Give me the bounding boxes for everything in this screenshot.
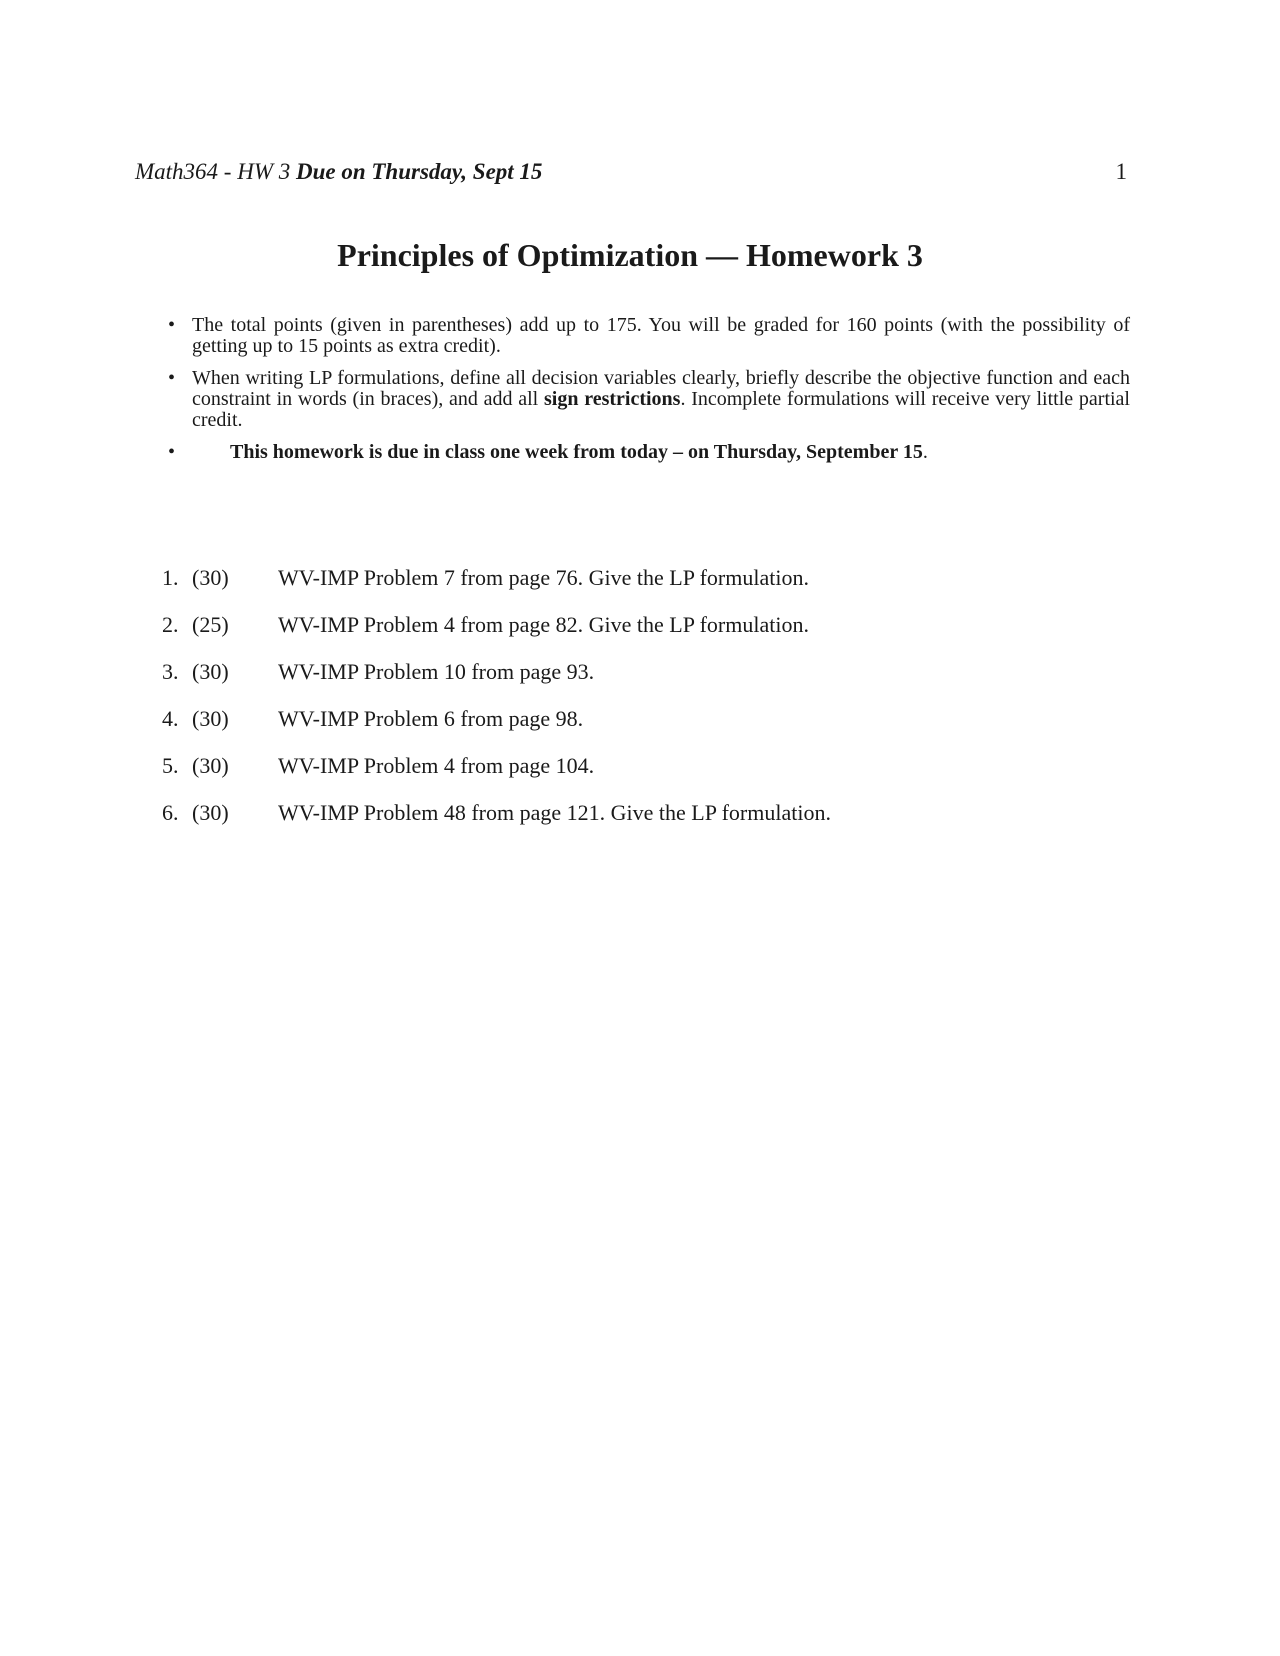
problem-description: WV-IMP Problem 6 from page 98.	[278, 706, 584, 731]
instruction-text-part: . Incomplete formulations will receive very little partial credit.	[192, 388, 1130, 431]
due-notice	[192, 442, 928, 463]
problem-points: (30)	[192, 753, 229, 778]
problem-number: 2.	[162, 612, 179, 637]
problem-points: (25)	[192, 612, 229, 637]
problem-description: WV-IMP Problem 4 from page 104.	[278, 753, 595, 778]
instruction-text	[192, 367, 1130, 431]
bullet-icon: •	[168, 367, 176, 389]
instruction-item	[168, 315, 1130, 357]
page-title: Principles of Optimization — Homework 3	[337, 237, 923, 273]
due-notice-bold: This homework is due in class one week from today – on Thursday, September 15	[230, 441, 923, 463]
due-label: Due on Thursday, Sept 15	[295, 159, 543, 184]
problem-number: 6.	[162, 800, 179, 825]
problem-points: (30)	[192, 659, 229, 684]
problem-number: 1.	[162, 565, 179, 590]
problem-description: WV-IMP Problem 10 from page 93.	[278, 659, 595, 684]
instruction-item	[168, 442, 1130, 463]
problem-points: (30)	[192, 706, 229, 731]
instruction-text-part: When writing LP formulations, define all decision variables clearly, briefly describe the objective function and each constraint in words (in braces), and add all	[192, 367, 1130, 410]
problem-points: (30)	[192, 565, 229, 590]
bullet-icon: •	[168, 441, 176, 463]
problem-description: WV-IMP Problem 48 from page 121. Give the LP formulation.	[278, 800, 831, 825]
problem-description: WV-IMP Problem 7 from page 76. Give the LP formulation.	[278, 565, 809, 590]
problem-number: 5.	[162, 753, 179, 778]
page-number: 1	[1115, 159, 1127, 184]
instruction-text: The total points (given in parentheses) add up to 175. You will be graded for 160 points (with the possibility of getting up to 15 points as extra credit).	[192, 314, 1130, 357]
running-header	[135, 158, 542, 186]
instruction-item	[168, 368, 1130, 431]
problem-number: 4.	[162, 706, 179, 731]
problem-points: (30)	[192, 800, 229, 825]
course-label: Math364 - HW 3	[135, 159, 291, 184]
problem-description: WV-IMP Problem 4 from page 82. Give the LP formulation.	[278, 612, 809, 637]
problem-number: 3.	[162, 659, 179, 684]
instructions-list	[168, 315, 1130, 474]
instruction-bold-text: sign restrictions	[543, 388, 681, 410]
bullet-icon: •	[168, 314, 176, 336]
due-notice-period: .	[922, 441, 928, 463]
